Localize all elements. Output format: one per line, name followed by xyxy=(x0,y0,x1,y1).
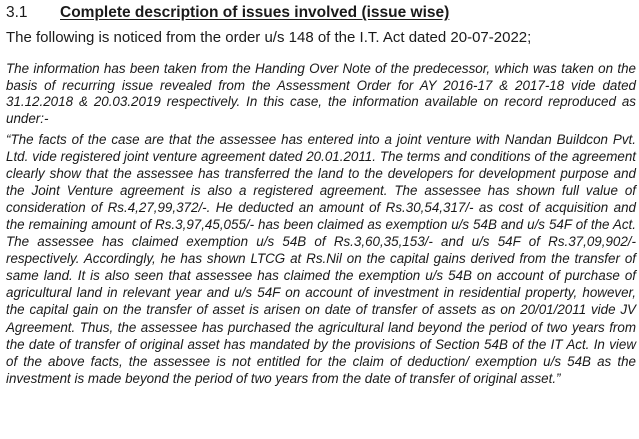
information-paragraph: The information has been taken from the Handing Over Note of the predecessor, which was taken on the basis of recurring issue revealed from the Assessment Order for AY 2016-17 & 2017-18 vide dated 31.12.2018 & 20.03.2019 respectively. In this case, the information available on record reproduced as under:- xyxy=(6,61,636,126)
quoted-facts-paragraph: “The facts of the case are that the assessee has entered into a joint venture with Nandan Buildcon Pvt. Ltd. vide registered joint venture agreement dated 20.01.2011. The terms and conditions of the agreement clearly show that the assessee has transferred the land to the developers for development purpose and the Joint Venture agreement is also a registered agreement. The assessee has shown full value of consideration of Rs.4,27,99,372/-. He deducted an amount of Rs.30,54,317/- as cost of acquisition and the remaining amount of Rs.3,97,45,055/- has been claimed as exemption u/s 54B and u/s 54F of the Act. The assessee has claimed exemption u/s 54B of Rs.3,60,35,153/- and u/s 54F of Rs.37,09,902/- respectively. Accordingly, he has shown LTCG at Rs.Nil on the capital gains derived from the transfer of same land. It is also seen that assessee has claimed the exemption u/s 54B on account of purchase of agricultural land in relevant year and u/s 54F on account of investment in residential property, however, the capital gain on the transfer of asset is arisen on date of transfer of assets as on 20/01/2011 vide JV Agreement. Thus, the assessee has purchased the agricultural land beyond the period of two years from the date of transfer of original asset has mandated by the provisions of Section 54B of the IT Act. In view of the above facts, the assessee is not entitled for the claim of deduction/ exemption u/s 54B as the investment is made beyond the period of two years from the date of transfer of original asset.” xyxy=(6,132,636,386)
section-heading xyxy=(6,2,636,26)
section-number: 3.1 xyxy=(6,4,28,21)
notice-paragraph: The following is noticed from the order u/s 148 of the I.T. Act dated 20-07-2022; xyxy=(6,29,532,46)
section-title: Complete description of issues involved (issue wise) xyxy=(60,4,450,21)
